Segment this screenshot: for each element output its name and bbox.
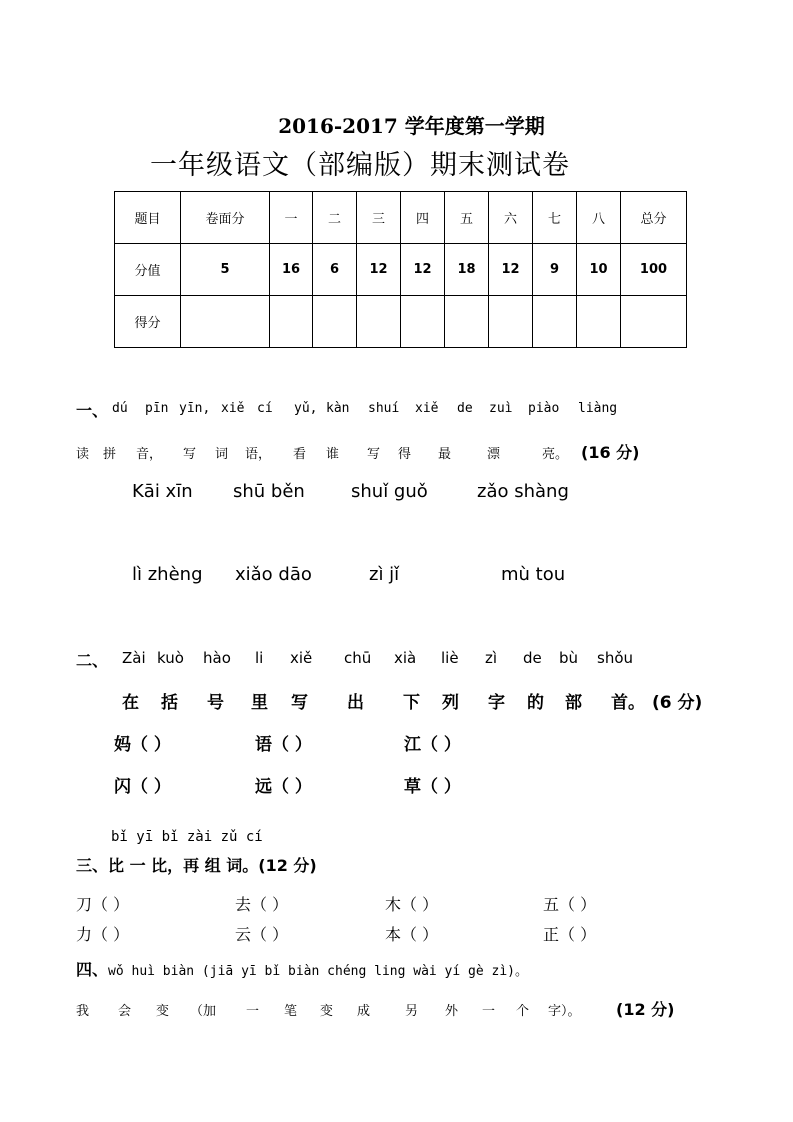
- pinyin-syllable: shuí: [368, 401, 400, 416]
- pinyin-syllable: kuò: [157, 649, 184, 667]
- instruction-char: 笔: [284, 1004, 298, 1019]
- value-cell: 10: [577, 244, 621, 296]
- section2-pinyin-line: [76, 648, 696, 670]
- instruction-char: 写: [183, 447, 197, 462]
- radical-blank[interactable]: 语（ ）: [255, 735, 312, 755]
- pinyin-word: xiǎo dāo: [235, 564, 312, 585]
- exam-title: 一年级语文（部编版）期末测试卷: [150, 150, 570, 181]
- instruction-char: 最: [438, 447, 452, 462]
- header-cell: 题目: [115, 192, 181, 244]
- instruction-char: 写: [367, 447, 381, 462]
- header-cell: 总分: [621, 192, 687, 244]
- section2-instruction: [122, 688, 722, 712]
- instruction-char: 一: [246, 1004, 260, 1019]
- section3-row1: [76, 892, 696, 914]
- pinyin-syllable: chū: [344, 649, 372, 667]
- score-entry-cell[interactable]: [445, 296, 489, 348]
- score-entry-cell[interactable]: [357, 296, 401, 348]
- pinyin-syllable: Zài: [122, 649, 146, 667]
- pinyin-syllable: xià: [394, 649, 417, 667]
- section1-pinyin-line: [76, 398, 618, 421]
- pinyin-syllable: hào: [203, 649, 231, 667]
- pinyin-syllable: xiě: [221, 401, 245, 416]
- instruction-char: 的: [527, 693, 544, 713]
- values-label: 分值: [115, 244, 181, 296]
- pinyin-syllable: xiě: [290, 649, 313, 667]
- instruction-char: 里: [251, 693, 268, 713]
- pinyin-syllable: bù: [559, 649, 579, 667]
- radical-blank[interactable]: 闪（ ）: [114, 777, 171, 797]
- instruction-char: 语，: [245, 447, 272, 462]
- instruction-char: 列: [442, 693, 459, 713]
- pinyin-syllable: yǔ,: [294, 401, 318, 416]
- pinyin-syllable: zì: [485, 649, 498, 667]
- word-blank[interactable]: 五（ ）: [543, 895, 597, 914]
- section1-number: 一、: [76, 401, 109, 420]
- pinyin-syllable: li: [255, 649, 264, 667]
- score-entry-cell[interactable]: [533, 296, 577, 348]
- instruction-char: 拼: [103, 447, 117, 462]
- score-entry-cell[interactable]: [401, 296, 445, 348]
- section4-points: (12 分): [616, 1000, 675, 1019]
- instruction-char: 另: [405, 1004, 419, 1019]
- pinyin-word: Kāi xīn: [132, 481, 193, 502]
- instruction-char: 部: [565, 693, 582, 713]
- instruction-char: 我: [76, 1004, 90, 1019]
- pinyin-word: shuǐ guǒ: [351, 481, 428, 502]
- score-table: [114, 191, 687, 348]
- section3-heading: 三、比 一 比，再 组 词。(12 分): [76, 856, 317, 875]
- score-entry-cell[interactable]: [270, 296, 313, 348]
- instruction-char: 一: [482, 1004, 496, 1019]
- radical-blank[interactable]: 远（ ）: [255, 777, 312, 797]
- instruction-char: 音，: [136, 447, 163, 462]
- instruction-char: 下: [403, 693, 420, 713]
- instruction-char: 字: [488, 693, 505, 713]
- word-blank[interactable]: 木（ ）: [385, 895, 439, 914]
- score-table-header-row: [115, 192, 687, 244]
- value-cell: 5: [181, 244, 270, 296]
- pinyin-syllable: zuì: [489, 401, 513, 416]
- word-blank[interactable]: 本（ ）: [385, 925, 439, 944]
- value-cell: 12: [401, 244, 445, 296]
- radical-blank[interactable]: 江（ ）: [404, 735, 461, 755]
- score-label: 得分: [115, 296, 181, 348]
- pinyin-word: mù tou: [501, 564, 566, 585]
- instruction-char: 首。: [611, 693, 645, 713]
- instruction-char: 外: [445, 1004, 459, 1019]
- header-cell: 八: [577, 192, 621, 244]
- section2-row2: [114, 772, 514, 796]
- score-table-values-row: [115, 244, 687, 296]
- header-cell: 二: [313, 192, 357, 244]
- header-cell: 一: [270, 192, 313, 244]
- instruction-char: 在: [122, 693, 139, 713]
- instruction-char: 变: [156, 1004, 170, 1019]
- value-cell: 16: [270, 244, 313, 296]
- instruction-char: 漂: [487, 447, 501, 462]
- section4-number: 四、: [76, 960, 109, 979]
- pinyin-syllable: yīn,: [179, 401, 211, 416]
- pinyin-syllable: cí: [257, 401, 273, 416]
- exam-subtitle: 2016-2017 学年度第一学期: [278, 114, 545, 138]
- section3-row2: [76, 922, 696, 944]
- pinyin-syllable: xiě: [415, 401, 439, 416]
- value-cell: 18: [445, 244, 489, 296]
- score-entry-cell[interactable]: [181, 296, 270, 348]
- word-blank[interactable]: 正（ ）: [543, 925, 597, 944]
- radical-blank[interactable]: 草（ ）: [404, 777, 461, 797]
- instruction-char: 字）。: [548, 1004, 581, 1019]
- pinyin-syllable: de: [457, 401, 473, 416]
- word-blank[interactable]: 云（ ）: [235, 925, 289, 944]
- value-cell: 9: [533, 244, 577, 296]
- pinyin-syllable: shǒu: [597, 649, 634, 667]
- section1-words-row1: [132, 481, 652, 505]
- section4-instruction: [76, 1000, 696, 1022]
- score-entry-cell[interactable]: [577, 296, 621, 348]
- section2-row1: [114, 730, 514, 754]
- pinyin-syllable: de: [523, 649, 542, 667]
- instruction-char: 括: [161, 693, 178, 713]
- section1-points: (16 分): [581, 443, 640, 462]
- instruction-char: 谁: [326, 447, 340, 462]
- instruction-char: 成: [357, 1004, 371, 1019]
- radical-blank[interactable]: 妈（ ）: [114, 735, 171, 755]
- section1-instruction: [76, 443, 676, 463]
- header-cell: 七: [533, 192, 577, 244]
- score-entry-cell[interactable]: [313, 296, 357, 348]
- pinyin-syllable: liè: [441, 649, 459, 667]
- instruction-char: 写: [291, 693, 308, 713]
- section4-pinyin: wǒ huì biàn (jiā yī bǐ biàn chéng ling wài yí gè zì)。: [108, 964, 529, 979]
- header-cell: 三: [357, 192, 401, 244]
- word-blank[interactable]: 刀（ ）: [76, 895, 130, 914]
- instruction-char: （加: [190, 1004, 217, 1019]
- instruction-char: 词: [215, 447, 229, 462]
- score-table-score-row: [115, 296, 687, 348]
- instruction-char: 出: [347, 693, 364, 713]
- instruction-char: 读: [76, 447, 90, 462]
- pinyin-syllable: kàn: [326, 401, 350, 416]
- instruction-char: 变: [320, 1004, 334, 1019]
- section2-points: (6 分): [652, 693, 703, 713]
- instruction-char: 亮。: [542, 447, 569, 462]
- score-entry-cell[interactable]: [621, 296, 687, 348]
- section2-number: 二、: [76, 651, 109, 670]
- pinyin-syllable: dú: [112, 401, 128, 416]
- value-cell: 12: [357, 244, 401, 296]
- instruction-char: 个: [516, 1004, 530, 1019]
- value-cell: 12: [489, 244, 533, 296]
- pinyin-syllable: pīn: [145, 401, 169, 416]
- section3-pinyin: bǐ yī bǐ zài zǔ cí: [111, 829, 263, 845]
- header-cell: 六: [489, 192, 533, 244]
- pinyin-word: zǎo shàng: [477, 481, 569, 502]
- score-entry-cell[interactable]: [489, 296, 533, 348]
- pinyin-word: shū běn: [233, 481, 305, 502]
- word-blank[interactable]: 力（ ）: [76, 925, 130, 944]
- value-cell: 6: [313, 244, 357, 296]
- instruction-char: 看: [293, 447, 307, 462]
- header-cell: 四: [401, 192, 445, 244]
- word-blank[interactable]: 去（ ）: [235, 895, 289, 914]
- pinyin-syllable: liàng: [578, 401, 618, 416]
- value-cell: 100: [621, 244, 687, 296]
- pinyin-word: lì zhèng: [132, 564, 203, 585]
- pinyin-syllable: piào: [528, 401, 560, 416]
- section4-pinyin-line: [76, 957, 528, 980]
- instruction-char: 号: [207, 693, 224, 713]
- section1-words-row2: [132, 564, 652, 588]
- instruction-char: 得: [398, 447, 412, 462]
- instruction-char: 会: [118, 1004, 132, 1019]
- pinyin-word: zì jǐ: [369, 564, 400, 585]
- header-cell: 五: [445, 192, 489, 244]
- header-cell: 卷面分: [181, 192, 270, 244]
